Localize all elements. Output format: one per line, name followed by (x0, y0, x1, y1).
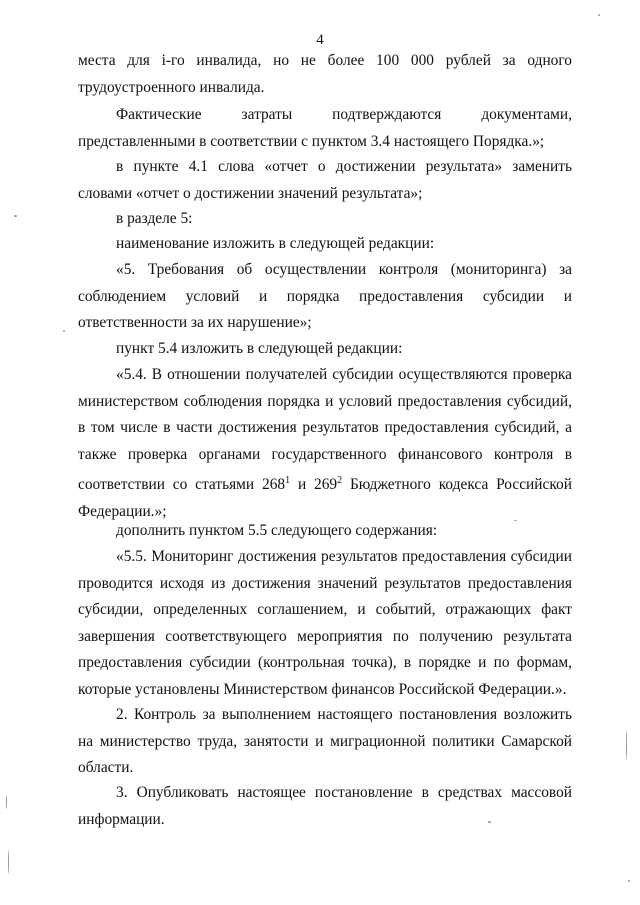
paragraph-point-4-1: в пункте 4.1 слова «отчет о достижении результата» заменить словами «отчет о достижении значений результата»; (78, 158, 572, 202)
document-body (78, 780, 572, 833)
document-body (78, 206, 572, 233)
scan-speck (14, 215, 17, 217)
scan-speck (598, 14, 600, 16)
document-body (78, 102, 572, 155)
scan-speck (514, 520, 517, 521)
paragraph-section-5: в разделе 5: (116, 210, 193, 227)
document-body (78, 48, 572, 101)
paragraph-item-3: 3. Опубликовать настоящее постановление в средствах массовой информации. (78, 784, 572, 828)
scan-speck (628, 880, 630, 882)
paragraph-point-5-5: «5.5. Мониторинг достижения результатов предоставления субсидии проводится исходя из достижения значений результатов предоставления субсидии, определенных соглашением, и событий, отражающих факт завершения соответствующего мероприятия по получению результата предоставления субсидии (контрольная точка), в порядке и по формам, которые установлены Министерством финансов Российской Федерации.». (78, 548, 572, 698)
document-body (78, 544, 572, 704)
paragraph-point-5-5-intro: дополнить пунктом 5.5 следующего содержания: (116, 522, 438, 539)
document-body (78, 702, 572, 782)
scan-speck (8, 850, 9, 874)
paragraph-point-5-4-intro: пункт 5.4 изложить в следующей редакции: (116, 340, 403, 357)
scan-speck (63, 330, 65, 332)
document-body (78, 231, 572, 258)
paragraph-costs: Фактические затраты подтверждаются документами, представленными в соответствии с пунктом 3.4 настоящего Порядка.»; (78, 106, 572, 150)
scan-speck (488, 821, 491, 823)
document-body (78, 336, 572, 363)
page-number: 4 (316, 32, 324, 48)
scan-speck (626, 730, 627, 760)
paragraph-continuation: места для i-го инвалида, но не более 100 000 рублей за одного трудоустроенного инвалида. (78, 52, 572, 96)
document-body (78, 518, 572, 545)
paragraph-section-5-title: «5. Требования об осуществлении контроля (мониторинга) за соблюдением условий и порядка предоставления субсидии и ответственности за их нарушение»; (78, 261, 572, 332)
text-run: Бюджетного кодекса Российской Федерации.»; (78, 476, 572, 521)
document-body (78, 362, 572, 526)
paragraph-title-redaction: наименование изложить в следующей редакции: (116, 235, 435, 252)
superscript: 2 (337, 475, 343, 487)
text-run: «5.4. В отношении получателей субсидии осуществляются проверка министерством соблюдения порядка и условий предоставления субсидий, в том числе в части достижения результатов предоставления субсидий, а также проверка органами государственного финансового контроля в соответствии со статьями 268 (78, 366, 572, 494)
scan-speck (6, 795, 7, 809)
document-body (78, 257, 572, 337)
superscript: 1 (285, 475, 291, 487)
paragraph-point-5-4 (78, 362, 572, 526)
text-run: и 269 (290, 476, 338, 494)
document-body (78, 154, 572, 207)
paragraph-item-2: 2. Контроль за выполнением настоящего постановления возложить на министерство труда, занятости и миграционной политики Самарской области. (78, 706, 572, 777)
